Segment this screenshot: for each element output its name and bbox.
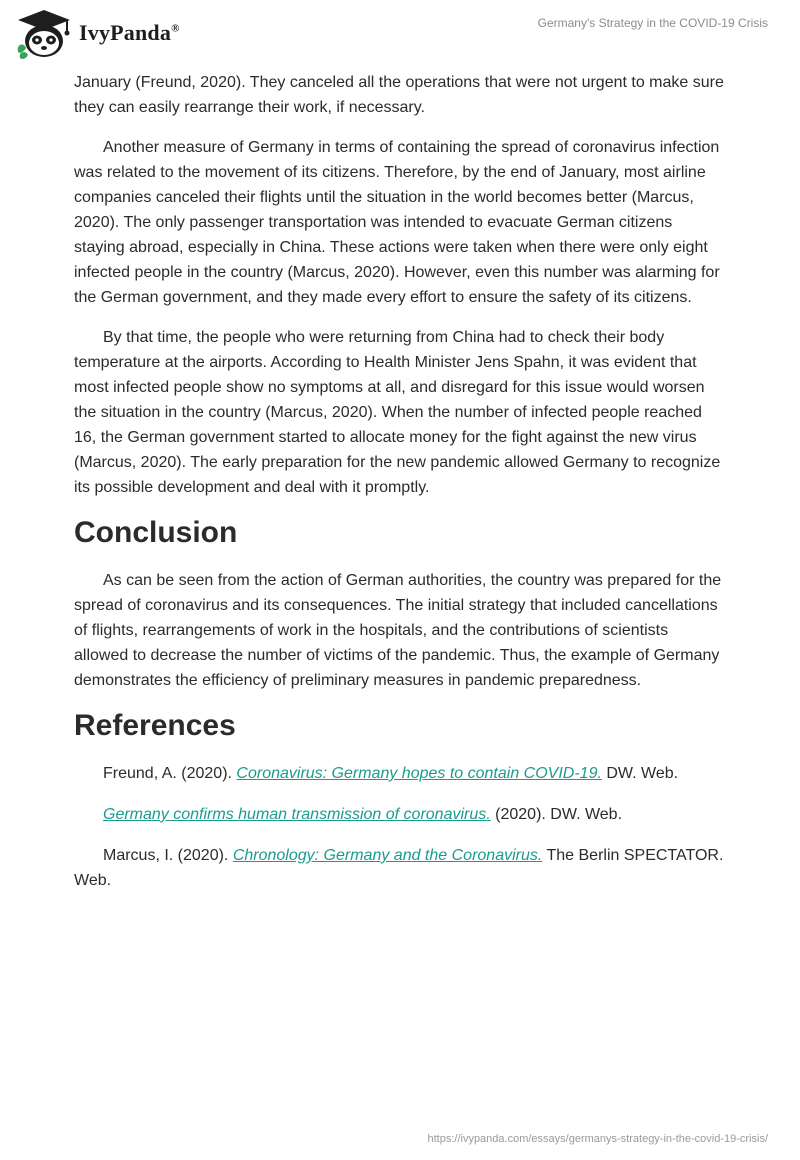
footer-url[interactable]: https://ivypanda.com/essays/germanys-strategy-in-the-covid-19-crisis/ xyxy=(427,1133,768,1145)
reference-item xyxy=(74,761,726,786)
document-title: Germany's Strategy in the COVID-19 Crisis xyxy=(537,16,768,30)
reference-prefix: Marcus, I. (2020). xyxy=(103,847,233,864)
reference-link[interactable]: Chronology: Germany and the Coronavirus. xyxy=(232,847,543,864)
reference-item xyxy=(74,843,726,893)
conclusion-heading: Conclusion xyxy=(74,516,238,549)
brand-text: IvyPanda xyxy=(79,20,172,45)
reference-suffix: The Berlin SPECTATOR. Web. xyxy=(74,847,724,889)
paragraph-continuation: January (Freund, 2020). They canceled all the operations that were not urgent to make sure they can easily rearrange their work, if necessary. xyxy=(74,74,724,116)
registered-mark: ® xyxy=(171,22,180,35)
conclusion-paragraph: As can be seen from the action of German authorities, the country was prepared for the spread of coronavirus and its consequences. The initial strategy that included cancellations of flights, rearrangements of work in the hospitals, and the contributions of scientists allowed to decrease the number of victims of the pandemic. Thus, the example of Germany demonstrates the efficiency of preliminary measures in pandemic preparedness. xyxy=(74,572,722,689)
paragraph-airport-checks: By that time, the people who were returning from China had to check their body temperature at the airports. According to Health Minister Jens Spahn, it was evident that most infected people show no symptoms at all, and disregard for this issue would worsen the situation in the country (Marcus, 2020). When the number of infected people reached 16, the German government started to allocate money for the fight against the new virus (Marcus, 2020). The early preparation for the new pandemic allowed Germany to recognize its possible development and deal with it promptly. xyxy=(74,329,721,496)
paragraph-airline-measures: Another measure of Germany in terms of containing the spread of coronavirus infection was related to the movement of its citizens. Therefore, by the end of January, most airline companies canceled their flights until the situation in the world becomes better (Marcus, 2020). The only passenger transportation was intended to evacuate German citizens staying abroad, especially in China. These actions were taken when there were only eight infected people in the country (Marcus, 2020). However, even this number was alarming for the German government, and they made every effort to ensure the safety of its citizens. xyxy=(74,139,720,306)
reference-suffix: DW. Web. xyxy=(601,765,679,782)
reference-suffix: (2020). DW. Web. xyxy=(490,806,623,823)
reference-link[interactable]: Coronavirus: Germany hopes to contain COVID-19. xyxy=(236,765,602,782)
brand-name[interactable] xyxy=(79,20,180,46)
page-header xyxy=(0,0,800,70)
panda-logo-icon[interactable] xyxy=(14,8,74,60)
references-heading: References xyxy=(74,709,236,742)
essay-content xyxy=(74,70,726,909)
reference-link[interactable]: Germany confirms human transmission of coronavirus. xyxy=(103,806,491,823)
reference-prefix: Freund, A. (2020). xyxy=(103,765,237,782)
reference-item xyxy=(74,802,726,827)
